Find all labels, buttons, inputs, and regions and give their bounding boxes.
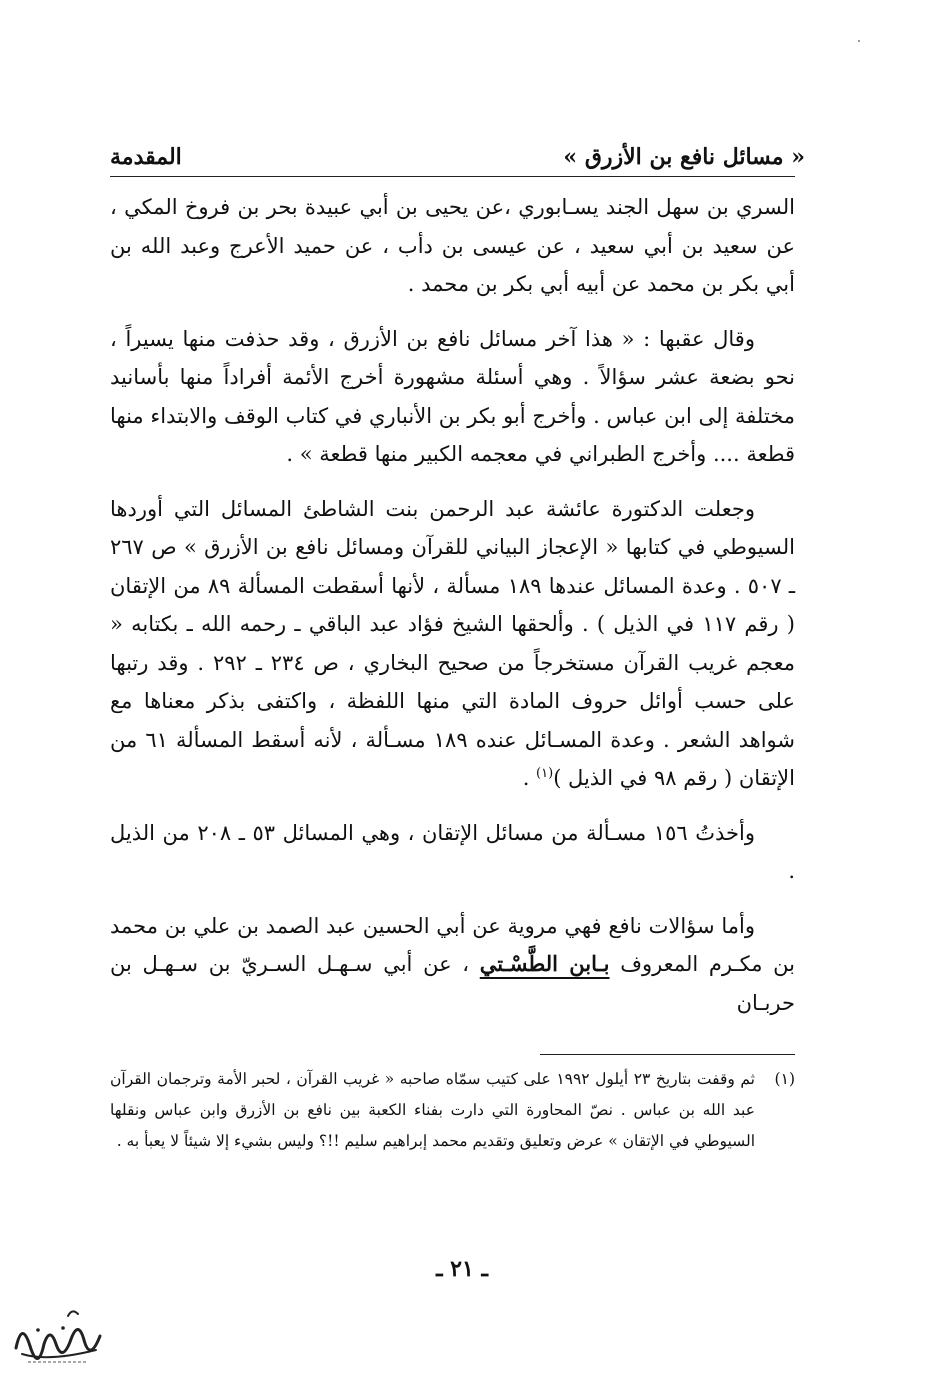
running-header — [110, 140, 805, 174]
paragraph-5-text: وأما سؤالات نافع فهي مروية عن أبي الحسين عبد الصمد بن علي بن محمد بن مكـرم المعروف — [110, 913, 795, 976]
paragraph-4: وأخذتُ ١٥٦ مسـألة من مسائل الإتقان ، وهي المسائل ٥٣ ـ ٢٠٨ من الذيل . — [110, 820, 795, 883]
footnote-1 — [110, 1064, 795, 1157]
main-text — [110, 188, 795, 1038]
footnotes — [110, 1064, 795, 1157]
book-title: « مسائل نافع بن الأزرق » — [563, 144, 805, 170]
paragraph-5-end: ، عن أبي سـهـل السـريّ بن سـهـل بن حربـان — [110, 952, 795, 1015]
paragraph-3 — [110, 490, 795, 798]
paragraph-2: وقال عقبها : « هذا آخر مسائل نافع بن الأزرق ، وقد حذفت منها يسيراً ، نحو بضعة عشر سؤالاً . وهي أسئلة مشهورة أخرج الأئمة أفراداً منها بأسانيد مختلفة إلى ابن عباس . وأخرج أبو بكر بن الأنباري في كتاب الوقف والابتداء منها قطعة .... وأخرج الطبراني في معجمه الكبير منها قطعة » . — [110, 326, 795, 466]
paragraph-3-text: وجعلت الدكتورة عائشة عبد الرحمن بنت الشاطئ المسائل التي أوردها السيوطي في كتابها « الإعجاز البياني للقرآن ومسائل نافع بن الأزرق » ص ٢٦٧ ـ ٥٠٧ . وعدة المسائل عندها ١٨٩ مسألة ، لأنها أسقطت المسألة ٨٩ من الإتقان ( رقم ١١٧ في الذيل ) . وألحقها الشيخ فؤاد عبد الباقي ـ رحمه الله ـ بكتابه « معجم غريب القرآن مستخرجاً من صحيح البخاري ، ص ٢٣٤ ـ ٢٩٢ . وقد رتبها على حسب أوائل حروف المادة التي منها اللفظة ، واكتفى بذكر معناها مع شواهد الشعر . وعدة المسـائل عنده ١٨٩ مسـألة ، لأنه أسقط المسألة ٦١ من الإتقان ( رقم ٩٨ في الذيل ) — [110, 496, 796, 790]
footnote-rule — [540, 1054, 795, 1055]
paragraph-1: السري بن سهل الجند يسـابوري ،عن يحيى بن أبي عبيدة بحر بن فروخ المكي ، عن سعيد بن أبي سعيد ، عن عيسى بن دأب ، عن حميد الأعرج وعبد الله بن أبي بكر بن محمد عن أبيه أبي بكر بن محمد . — [110, 195, 795, 296]
highlighted-name: بـابن الطَّسْـتي — [479, 951, 610, 976]
footnote-text: ثم وقفت بتاريخ ٢٣ أيلول ١٩٩٢ على كتيب سمّاه صاحبه « غريب القرآن ، لحبر الأمة وترجمان القرآن عبد الله بن عباس . نصّ المحاورة التي دارت بفناء الكعبة بين نافع بن الأزرق وابن عباس ونقلها السيوطي في الإتقان » عرض وتعليق وتقديم محمد إبراهيم سليم !!؟ وليس بشيء إلا شيئاً لا يعبأ به . — [110, 1070, 755, 1150]
footnote-reference: (١) — [536, 766, 554, 781]
header-rule — [110, 176, 795, 177]
section-title: المقدمة — [110, 144, 182, 170]
library-stamp-logo — [8, 1300, 108, 1370]
paragraph-5 — [110, 907, 795, 1023]
scan-speck — [858, 40, 860, 42]
page-number: ـ ٢١ ـ — [436, 1256, 488, 1282]
footnote-marker: (١) — [774, 1070, 795, 1088]
paragraph-3-end: . — [522, 766, 537, 790]
